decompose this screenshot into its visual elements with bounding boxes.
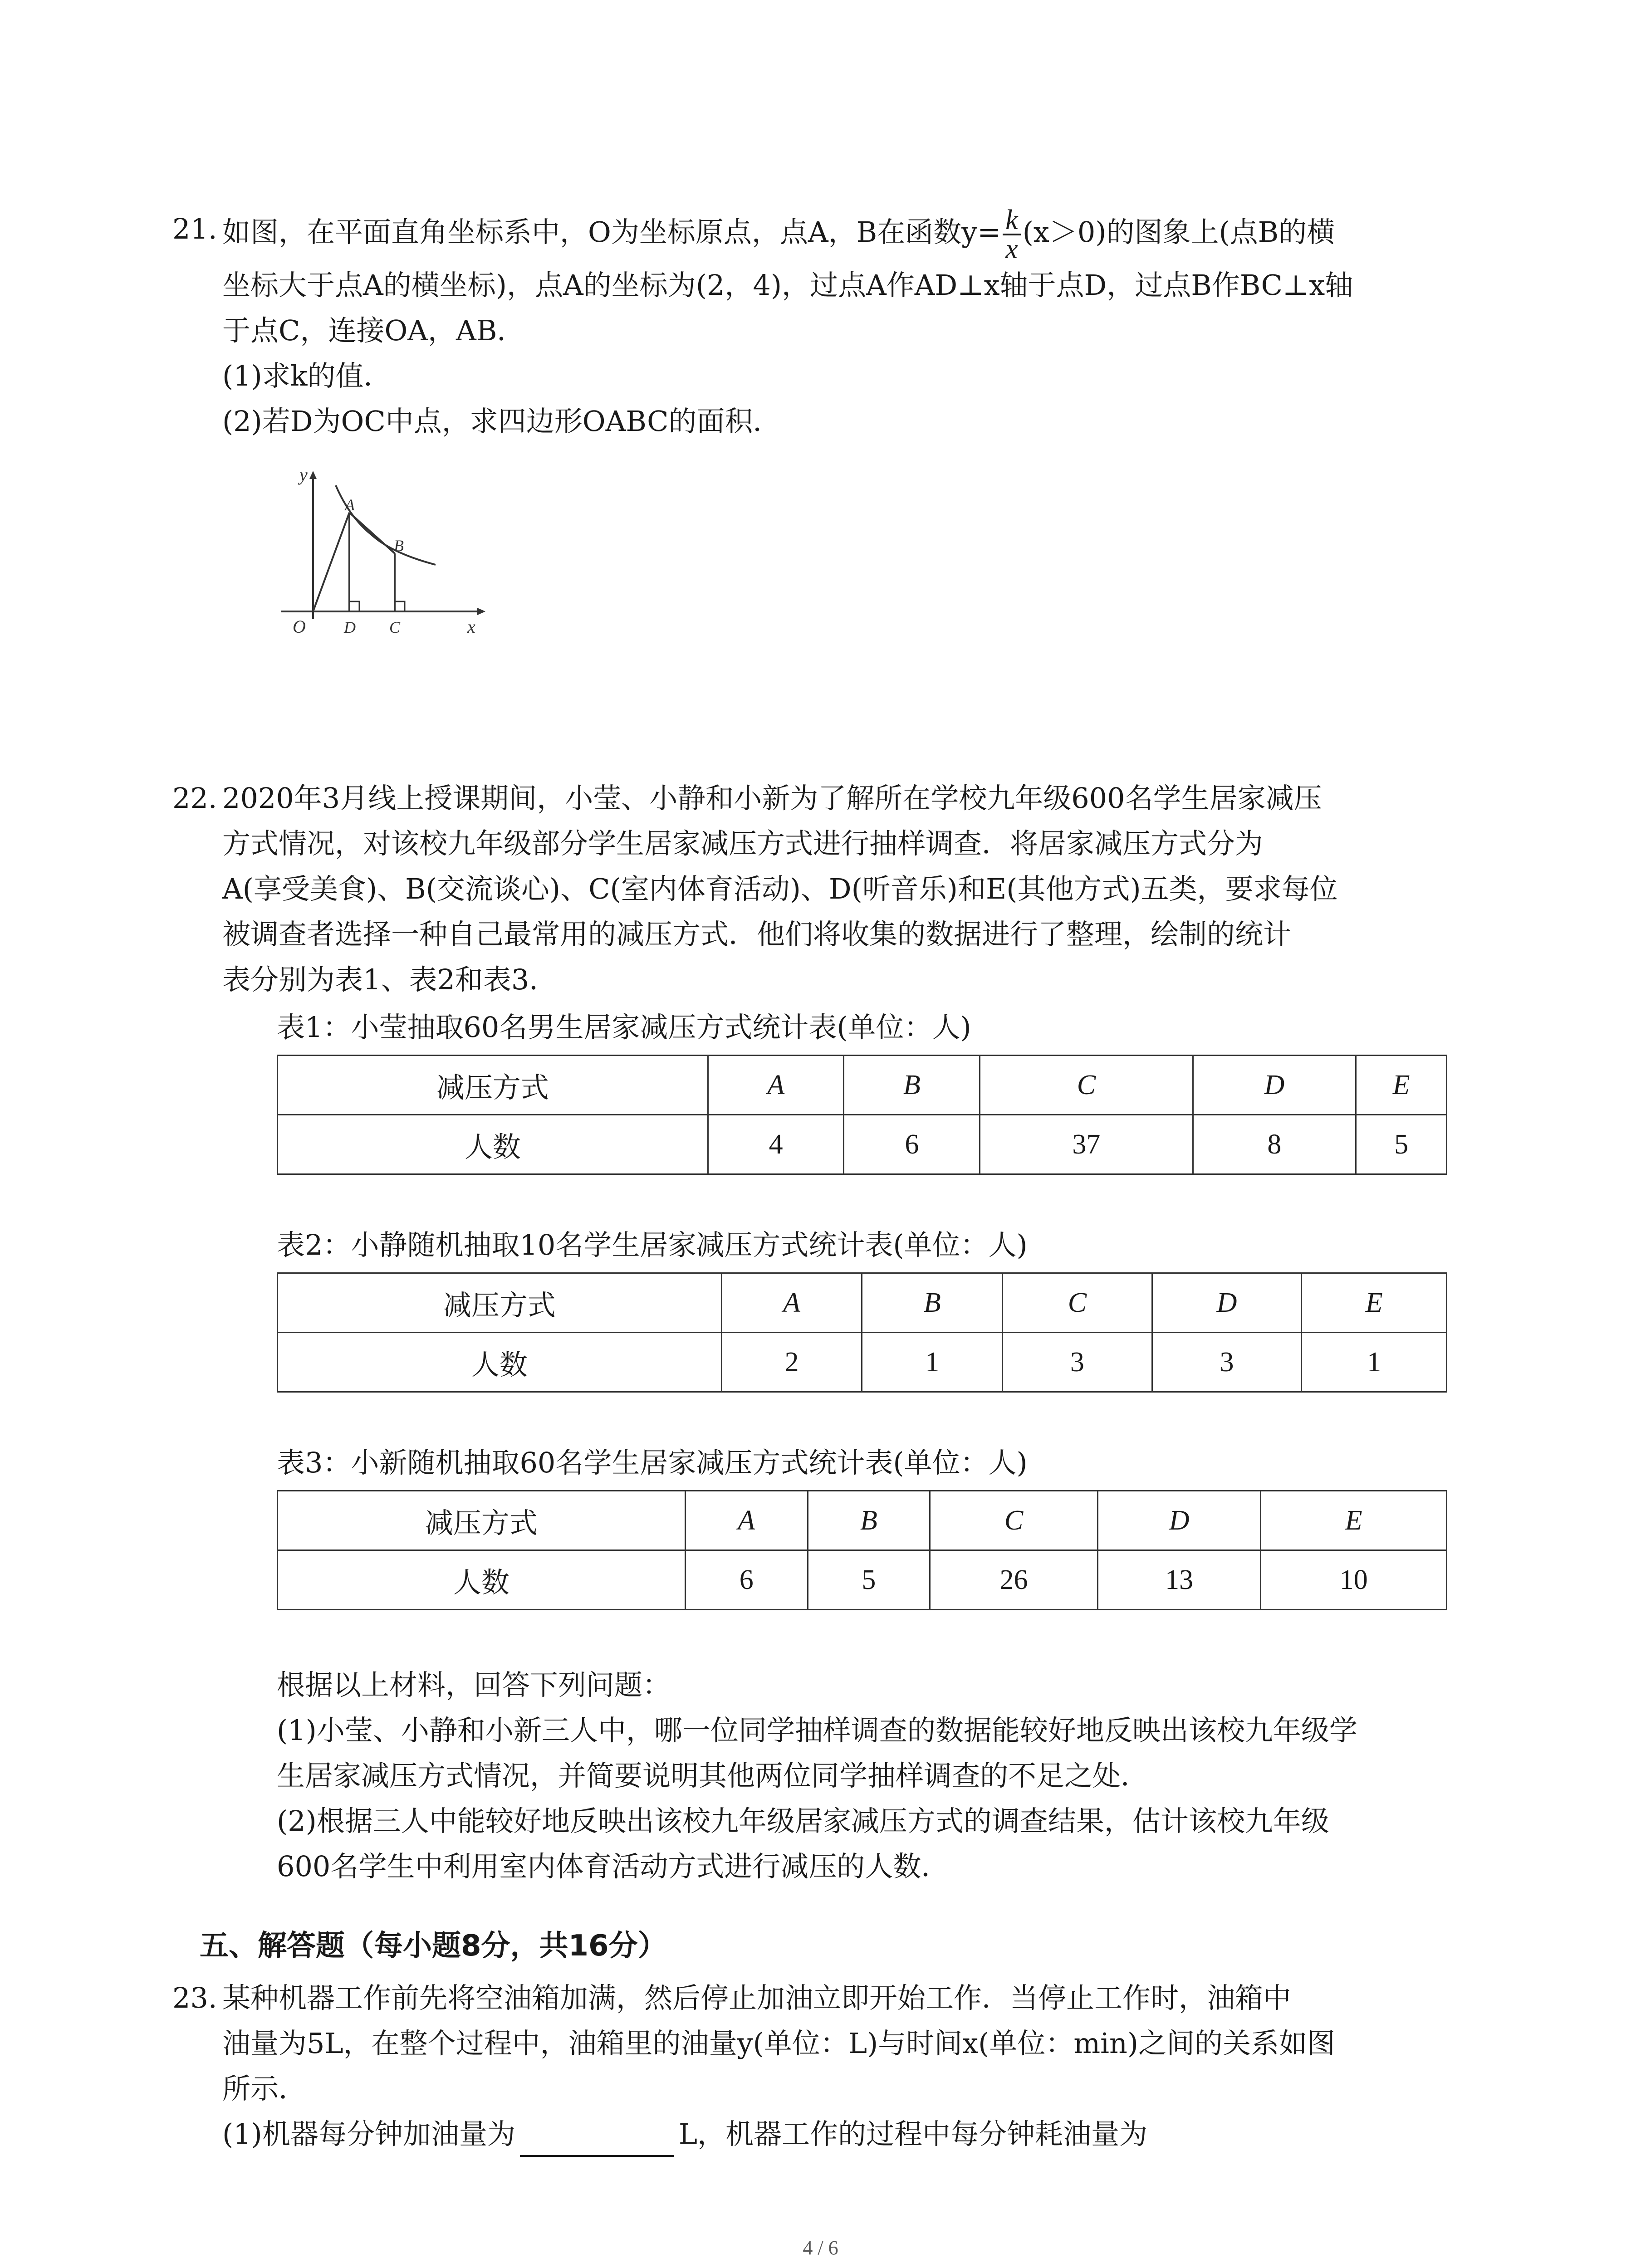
question-text-line: 方式情况，对该校九年级部分学生居家减压方式进行抽样调查．将居家减压方式分为 bbox=[222, 827, 1264, 860]
table-1-caption: 表1：小莹抽取60名男生居家减压方式统计表(单位：人) bbox=[277, 1011, 971, 1044]
table-cell: B bbox=[808, 1491, 930, 1550]
table-row bbox=[278, 1333, 1447, 1392]
table-cell: 4 bbox=[708, 1115, 844, 1174]
page-number: 4 / 6 bbox=[803, 2237, 838, 2259]
table-cell: 6 bbox=[844, 1115, 980, 1174]
question-number: 23. bbox=[172, 1981, 217, 2014]
table-1 bbox=[277, 1055, 1447, 1175]
question-text-line: 表分别为表1、表2和表3． bbox=[222, 963, 558, 996]
table-cell: 3 bbox=[1152, 1333, 1302, 1392]
table-cell: 减压方式 bbox=[278, 1273, 722, 1333]
table-cell: B bbox=[844, 1056, 980, 1115]
point-c-label: C bbox=[389, 618, 401, 636]
table-cell: E bbox=[1356, 1056, 1447, 1115]
table-cell: 8 bbox=[1193, 1115, 1356, 1174]
table-cell: 人数 bbox=[278, 1550, 686, 1610]
question-text-line: 生居家减压方式情况，并简要说明其他两位同学抽样调查的不足之处． bbox=[277, 1759, 1149, 1792]
question-text-line: 如图，在平面直角坐标系中，O为坐标原点，点A，B在函数y= $\frac{k}{x}$ (x＞0)的图象上(点B的横 bbox=[222, 205, 1335, 264]
table-cell: C bbox=[930, 1491, 1098, 1550]
sub-question-1: (1)小莹、小静和小新三人中，哪一位同学抽样调查的数据能较好地反映出该校九年级学 bbox=[277, 1714, 1357, 1747]
question-21 bbox=[172, 205, 1447, 444]
question-22 bbox=[172, 776, 1447, 1002]
sub-question-2: (2)根据三人中能较好地反映出该校九年级居家减压方式的调查结果，估计该校九年级 bbox=[277, 1804, 1329, 1838]
table-cell: E bbox=[1302, 1273, 1447, 1333]
table-cell: 13 bbox=[1097, 1550, 1261, 1610]
answer-blank bbox=[520, 2123, 674, 2157]
y-axis-label: y bbox=[299, 467, 308, 485]
table-cell: 减压方式 bbox=[278, 1056, 708, 1115]
question-text-line: 于点C，连接OA，AB． bbox=[222, 314, 525, 347]
table-cell: 3 bbox=[1003, 1333, 1152, 1392]
table-header-row bbox=[278, 1056, 1447, 1115]
table-3 bbox=[277, 1490, 1447, 1610]
table-2-caption: 表2：小静随机抽取10名学生居家减压方式统计表(单位：人) bbox=[277, 1228, 1028, 1261]
table-cell: A bbox=[721, 1273, 862, 1333]
table-header-row bbox=[278, 1491, 1447, 1550]
table-cell: 10 bbox=[1261, 1550, 1447, 1610]
question-text-line: 根据以上材料，回答下列问题： bbox=[277, 1668, 671, 1701]
origin-label: O bbox=[293, 616, 306, 637]
question-text-line: 油量为5L，在整个过程中，油箱里的油量y(单位：L)与时间x(单位：min)之间的关系如图 bbox=[222, 2027, 1336, 2060]
question-22-subquestions bbox=[277, 1662, 1502, 1889]
table-cell: A bbox=[708, 1056, 844, 1115]
table-cell: 1 bbox=[862, 1333, 1003, 1392]
question-text-line: 2020年3月线上授课期间，小莹、小静和小新为了解所在学校九年级600名学生居家减压 bbox=[222, 782, 1322, 815]
question-text-line: 600名学生中利用室内体育活动方式进行减压的人数． bbox=[277, 1850, 950, 1883]
table-cell: D bbox=[1097, 1491, 1261, 1550]
table-row bbox=[278, 1550, 1447, 1610]
question-23 bbox=[172, 1975, 1447, 2157]
question-text-line: 所示． bbox=[222, 2072, 307, 2105]
table-cell: 减压方式 bbox=[278, 1491, 686, 1550]
fraction-k-over-x: $\frac{k}{x}$ bbox=[1003, 206, 1021, 263]
question-text-line: 被调查者选择一种自己最常用的减压方式．他们将收集的数据进行了整理，绘制的统计 bbox=[222, 918, 1292, 951]
table-3-caption: 表3：小新随机抽取60名学生居家减压方式统计表(单位：人) bbox=[277, 1446, 1028, 1479]
point-b-label: B bbox=[394, 537, 404, 555]
question-text-line: 坐标大于点A的横坐标)，点A的坐标为(2，4)，过点A作AD⊥x轴于点D，过点B作BC⊥x轴 bbox=[222, 269, 1353, 302]
table-cell: C bbox=[980, 1056, 1193, 1115]
table-cell: 5 bbox=[808, 1550, 930, 1610]
table-row bbox=[278, 1115, 1447, 1174]
point-d-label: D bbox=[344, 618, 356, 636]
x-axis-label: x bbox=[467, 616, 475, 637]
table-cell: E bbox=[1261, 1491, 1447, 1550]
sub-question-1: (1)机器每分钟加油量为 L，机器工作的过程中每分钟耗油量为 bbox=[222, 2112, 1447, 2157]
table-cell: 5 bbox=[1356, 1115, 1447, 1174]
question-text-line: A(享受美食)、B(交流谈心)、C(室内体育活动)、D(听音乐)和E(其他方式)五类，要求每位 bbox=[222, 872, 1338, 905]
table-cell: 37 bbox=[980, 1115, 1193, 1174]
table-cell: 1 bbox=[1302, 1333, 1447, 1392]
question-number: 22. bbox=[172, 782, 217, 815]
coordinate-figure bbox=[272, 467, 508, 649]
table-cell: D bbox=[1193, 1056, 1356, 1115]
section-heading: 五、解答题（每小题8分，共16分） bbox=[200, 1929, 667, 1963]
table-header-row bbox=[278, 1273, 1447, 1333]
table-2 bbox=[277, 1272, 1447, 1393]
table-cell: C bbox=[1003, 1273, 1152, 1333]
question-text-line: 某种机器工作前先将空油箱加满，然后停止加油立即开始工作．当停止工作时，油箱中 bbox=[222, 1981, 1292, 2014]
table-cell: 人数 bbox=[278, 1115, 708, 1174]
point-a-label: A bbox=[345, 496, 355, 514]
table-cell: A bbox=[685, 1491, 808, 1550]
table-cell: 26 bbox=[930, 1550, 1098, 1610]
question-number: 21. bbox=[172, 212, 217, 245]
sub-question-2: (2)若D为OC中点，求四边形OABC的面积． bbox=[222, 405, 781, 438]
table-cell: D bbox=[1152, 1273, 1302, 1333]
sub-question-1: (1)求k的值． bbox=[222, 359, 392, 392]
table-cell: 人数 bbox=[278, 1333, 722, 1392]
table-cell: B bbox=[862, 1273, 1003, 1333]
table-cell: 6 bbox=[685, 1550, 808, 1610]
table-cell: 2 bbox=[721, 1333, 862, 1392]
